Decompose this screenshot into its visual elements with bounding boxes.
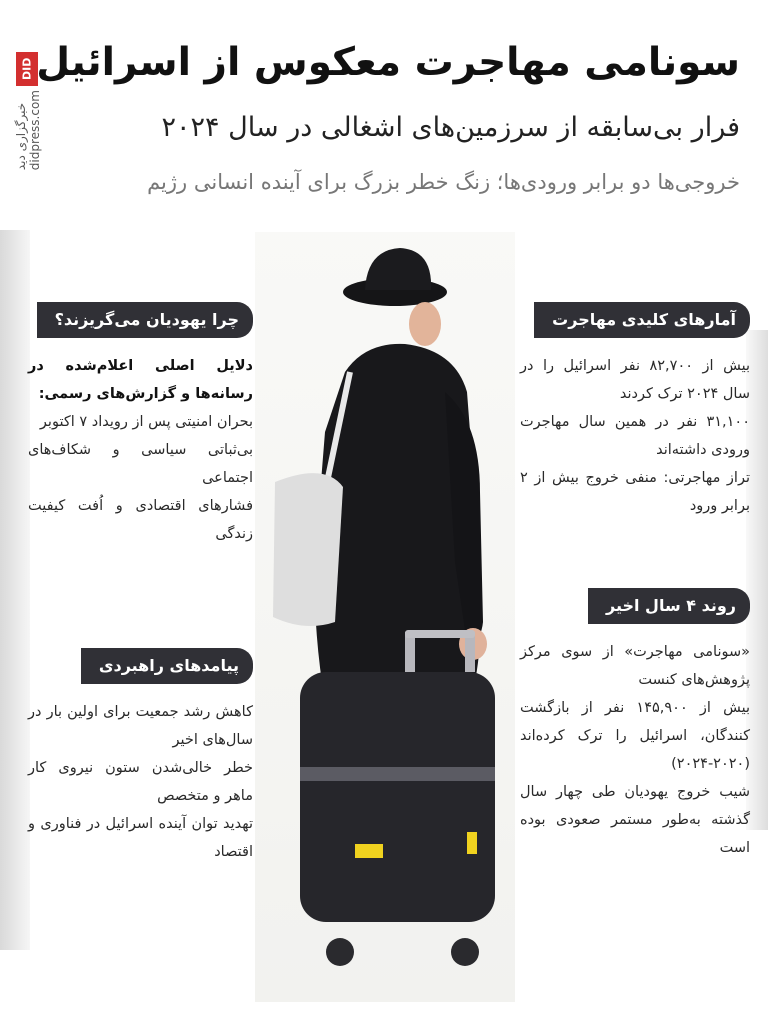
why-item: بحران امنیتی پس از رویداد ۷ اکتوبر [39, 414, 253, 430]
traveler-with-suitcase-photo [255, 232, 515, 1002]
impacts-body [28, 698, 253, 866]
suitcase-handle-top [405, 630, 475, 638]
page-subtitle: فرار بی‌سابقه از سرزمین‌های اشغالی در سال ۲۰۲۴ [161, 112, 740, 143]
suitcase-tag [355, 844, 383, 858]
why-title: چرا یهودیان می‌گریزند؟ [37, 302, 253, 338]
stats-title: آمارهای کلیدی مهاجرت [534, 302, 750, 338]
wheel-2 [451, 938, 479, 966]
trend-title: روند ۴ سال اخیر [588, 588, 750, 624]
stats-body [520, 352, 750, 520]
impacts-section [28, 648, 253, 866]
impacts-item: کاهش رشد جمعیت برای اولین بار در سال‌های اخیر [28, 704, 253, 748]
why-intro: دلایل اصلی اعلام‌شده در رسانه‌ها و گزارش‌های رسمی: [28, 358, 253, 402]
why-body [28, 352, 253, 548]
why-item: فشارهای اقتصادی و اُفت کیفیت زندگی [28, 498, 253, 542]
stats-item: ۳۱,۱۰۰ نفر در همین سال مهاجرت ورودی داشته‌اند [520, 414, 750, 458]
brand-mark: DID [16, 52, 38, 86]
tote-bag [273, 473, 343, 626]
wheel [326, 938, 354, 966]
brand-text [14, 90, 42, 170]
background-left-blur [0, 230, 30, 950]
trend-item: «سونامی مهاجرت» از سوی مرکز پژوهش‌های کنست [520, 644, 750, 688]
stats-item: تراز مهاجرتی: منفی خروج بیش از ۲ برابر ورود [520, 470, 750, 514]
trend-item: شیب خروج یهودیان طی چهار سال گذشته به‌طور مستمر صعودی بوده است [520, 784, 750, 856]
trend-section [520, 588, 750, 862]
suitcase-band [300, 767, 495, 781]
brand-domain: didpress.com [28, 90, 42, 171]
trend-body [520, 638, 750, 862]
page-title: سونامی مهاجرت معکوس از اسرائیل [36, 40, 740, 85]
impacts-title: پیامدهای راهبردی [81, 648, 253, 684]
brand-name: خبرگزاری دید [14, 102, 28, 171]
trend-item: بیش از ۱۴۵,۹۰۰ نفر از بازگشت کنندگان، اسرائیل را ترک کرده‌اند (۲۰۲۰-۲۰۲۴) [520, 700, 750, 772]
suitcase-tag-2 [467, 832, 477, 854]
impacts-item: تهدید توان آینده اسرائیل در فناوری و اقتصاد [28, 816, 253, 860]
face [409, 302, 441, 346]
why-item: بی‌ثباتی سیاسی و شکاف‌های اجتماعی [28, 442, 253, 486]
suitcase [300, 672, 495, 922]
impacts-item: خطر خالی‌شدن ستون نیروی کار ماهر و متخصص [28, 760, 253, 804]
stats-section [520, 302, 750, 520]
why-section [28, 302, 253, 548]
page-tagline: خروجی‌ها دو برابر ورودی‌ها؛ زنگ خطر بزرگ برای آینده انسانی رژیم [147, 170, 740, 194]
stats-item: بیش از ۸۲,۷۰۰ نفر اسرائیل را در سال ۲۰۲۴ ترک کردند [520, 358, 750, 402]
